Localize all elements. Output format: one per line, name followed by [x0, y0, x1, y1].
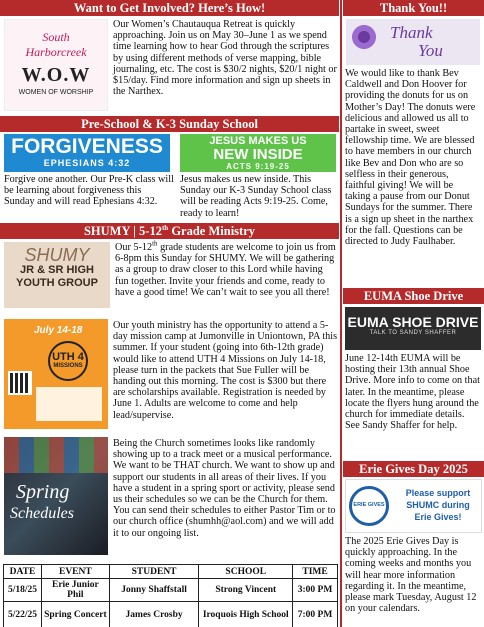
- shumy-header-pre: SHUMY | 5-12: [83, 224, 162, 238]
- shumy-text-pre: Our 5-12: [115, 242, 153, 253]
- flyer-sub: MISSIONS: [53, 363, 83, 369]
- shumy-logo-line1: SHUMY: [24, 245, 90, 265]
- thanks-text: We would like to thank Bev Caldwell and Don Hoover for providing the donuts for us on Mother’s Day! The donuts were delicious and allowed us all to partake in sweet, sweet fellowship time. We are blessed to have members in our church like Bev and Don who are so selfless in their generous, faithful giving! We will be taking a pause from our Donut Sundays for the summer. There is a sign up sheet in the narthex for the fall. Questions can be directed to Judy Faulhaber.: [345, 68, 476, 248]
- forgiveness-image: [4, 134, 170, 172]
- spring-img-line2: Schedules: [10, 505, 74, 522]
- spring-schedules-image: [4, 437, 108, 555]
- shumy-header-post: Grade Ministry: [168, 224, 255, 238]
- table-cell: 3:00 PM: [293, 579, 338, 602]
- section-header-preschool: Pre-School & K-3 Sunday School: [0, 116, 339, 132]
- erie-logo-text: ERIE GIVES: [353, 502, 385, 508]
- flower-icon: [350, 23, 378, 51]
- section-header-erie: Erie Gives Day 2025: [343, 461, 484, 477]
- thank-card-line2: You: [418, 41, 443, 60]
- photo-collage-strip: [4, 437, 108, 473]
- spring-text: Being the Church sometimes looks like randomly showing up to a track meet or a musical performance. We want to be THAT church. We want to show up and support our students in all areas of their lives. If you have a student in a spring sport or activity, please send us their schedules so we can be the Church for them. You can send their schedules to either Pastor Tim or to our church office (shumhh@aol.com) and we will add it to our ongoing list.: [113, 438, 336, 539]
- shumy-logo: [4, 242, 110, 308]
- flyer-info-panel: [36, 387, 102, 421]
- shumy-text-sup: th: [152, 239, 158, 248]
- euma-text: June 12-14th EUMA will be hosting their 13th annual Shoe Drive. More info to come on that later. In the meantime, please locate the flyers hung around the church for immediate details. See Sandy Shaffer for help.: [345, 353, 480, 432]
- spring-img-line1: Spring: [16, 481, 70, 503]
- erie-text: The 2025 Erie Gives Day is quickly approaching. In the coming weeks and months you will hear more information regarding it. In the meantime, please mark Tuesday, August 12 on your calendars.: [345, 536, 477, 615]
- table-header: EVENT: [41, 565, 109, 579]
- section-header-thanks: Thank You!!: [343, 0, 484, 16]
- table-row: [4, 579, 338, 602]
- wow-logo-line3: W.O.W: [21, 64, 91, 86]
- spring-schedule-table: [3, 564, 338, 627]
- table-cell: Jonny Shaffstall: [109, 579, 199, 602]
- uth4-missions-flyer: [4, 319, 108, 429]
- table-cell: 7:00 PM: [293, 602, 338, 627]
- euma-banner-sub: TALK TO SANDY SHAFFER: [369, 330, 457, 336]
- shumy-text: [115, 239, 337, 298]
- table-header: DATE: [4, 565, 42, 579]
- missions-text: Our youth ministry has the opportunity to attend a 5-day mission camp at Jumonville in Uniontown, PA this summer. If your student (going into 6th-12th grade) would like to attend UTH 4 Missions on July 14-18, please turn in the packets that Sue Fuller will be handing out this morning. The cost is $300 but there are scholarships available. Registration is needed by June 1. Adults are welcome to come and help lead/supervise.: [113, 320, 338, 421]
- section-header-euma: EUMA Shoe Drive: [343, 288, 484, 304]
- table-cell: 5/22/25: [4, 602, 42, 627]
- table-cell: Strong Vincent: [199, 579, 293, 602]
- table-header: STUDENT: [109, 565, 199, 579]
- table-row: [4, 602, 338, 627]
- shumy-header-sup: th: [161, 223, 169, 232]
- wow-logo: [4, 19, 108, 111]
- involved-text: Our Women’s Chautauqua Retreat is quickly approaching. Join us on May 30–June 1 as we spend time learning how to hear God through the scriptures by using different methods of verse mapping, bible journaling, etc. The cost is $30/2 nights, $20/1 night or $15/day. Find more information and sign up sheets in the Narthex.: [113, 19, 337, 98]
- erie-promo-line3: Erie Gives!: [414, 512, 462, 522]
- forgiveness-ref: EPHESIANS 4:32: [43, 158, 131, 168]
- jesus-title-2: NEW INSIDE: [213, 146, 303, 163]
- flyer-date: July 14-18: [34, 325, 83, 336]
- table-cell: Iroquois High School: [199, 602, 293, 627]
- jesus-title-1: JESUS MAKES US: [209, 135, 307, 147]
- shumy-logo-line2: JR & SR HIGH: [20, 264, 94, 276]
- column-divider: [340, 0, 342, 627]
- thank-card-line1: Thank: [390, 23, 433, 42]
- erie-gives-promo: [345, 479, 482, 533]
- table-cell: Spring Concert: [41, 602, 109, 627]
- shumy-logo-line3: YOUTH GROUP: [16, 277, 98, 289]
- table-cell: 5/18/25: [4, 579, 42, 602]
- erie-gives-logo: [349, 486, 389, 526]
- shumy-text-post: grade students are welcome to join us from 6-8pm this Sunday for SHUMY. We will be gathering as a group to draw closer to this Lord while having fun together. Invite your friends and come, ready to have a good time! We can’t wait to see you all there!: [115, 242, 336, 298]
- wow-logo-line4: WOMEN OF WORSHIP: [18, 89, 94, 96]
- section-header-shumy: [0, 223, 339, 239]
- erie-promo-line1: Please support: [405, 488, 471, 498]
- section-header-involved: Want to Get Involved? Here’s How!: [0, 0, 339, 16]
- erie-promo-line2: SHUMC during: [406, 500, 470, 510]
- table-cell: Erie Junior Phil: [41, 579, 109, 602]
- euma-shoe-drive-banner: [345, 307, 481, 350]
- jesus-new-inside-image: [180, 134, 336, 172]
- flyer-badge: [48, 341, 88, 381]
- wow-logo-line1: South: [42, 30, 70, 44]
- jesus-text: Jesus makes us new inside. This Sunday our K-3 Sunday School class will be reading Acts 9:19-25. Come, ready to learn!: [180, 174, 332, 219]
- euma-banner-title: EUMA SHOE DRIVE: [347, 314, 479, 330]
- flyer-title: UTH 4: [52, 351, 84, 363]
- thank-you-card-image: [346, 19, 480, 65]
- table-header: SCHOOL: [199, 565, 293, 579]
- wow-logo-line2: Harborcreek: [25, 45, 87, 59]
- jesus-ref: ACTS 9:19-25: [226, 162, 290, 171]
- table-header: TIME: [293, 565, 338, 579]
- forgiveness-text: Forgive one another. Our Pre-K class will be learning about forgiveness this Sunday and will read Ephesians 4:32.: [4, 174, 174, 208]
- qr-code-icon: [8, 371, 32, 395]
- forgiveness-title: FORGIVENESS: [11, 135, 163, 158]
- table-header-row: [4, 565, 338, 579]
- table-cell: James Crosby: [109, 602, 199, 627]
